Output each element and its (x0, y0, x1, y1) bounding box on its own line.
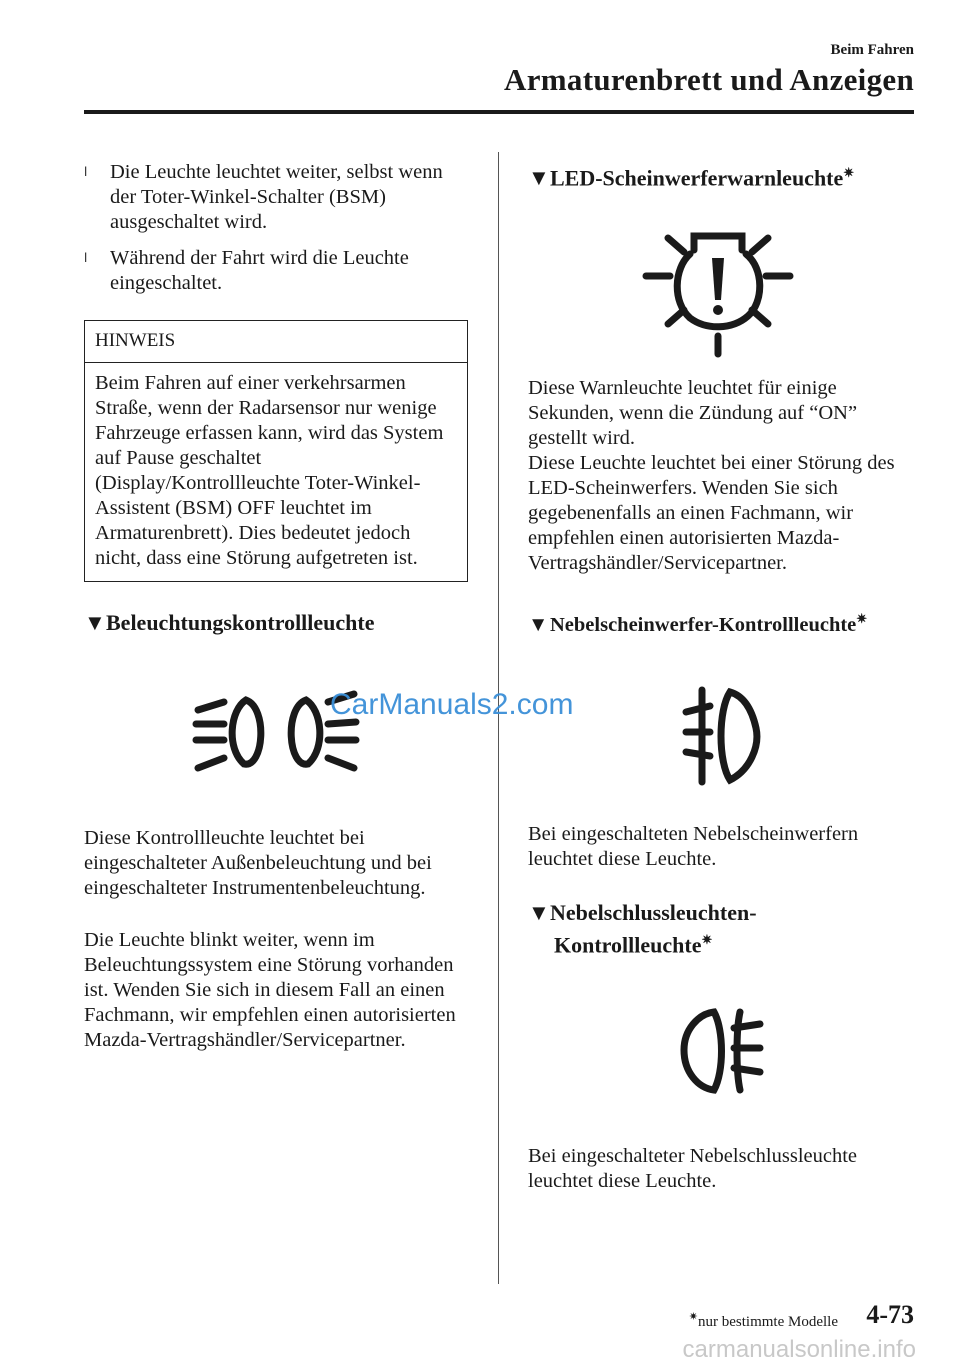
footer-note-text: nur bestimmte Modelle (698, 1314, 838, 1330)
note-title: HINWEIS (85, 321, 467, 363)
header-rule (84, 110, 914, 114)
heading-text: Kontrollleuchte (554, 932, 702, 958)
heading-text: Beleuchtungskontrollleuchte (106, 610, 375, 635)
paragraph: Diese Kontrollleuchte leuchtet bei eingeschalteter Außenbeleuchtung und bei eingeschalteter Instrumentenbeleuchtung. (84, 827, 432, 899)
heading-text: LED-Scheinwerferwarnleuchte (550, 165, 844, 191)
section-heading (84, 610, 375, 636)
triangle-marker: ▼ (528, 900, 550, 925)
paragraph: Die Leuchte blinkt weiter, wenn im Beleuchtungssystem eine Störung vorhanden ist. Wenden Sie sich in diesem Fall an einen Fachmann, wir empfehlen einen autorisierten Mazda-Vertragshändler/Servicepartner. (84, 929, 456, 1051)
paragraph: Bei eingeschalteter Nebelschlussleuchte leuchtet diese Leuchte. (528, 1145, 858, 1192)
section-label: Beim Fahren (830, 42, 914, 58)
heading-text: Nebelschlussleuchten- (550, 900, 757, 925)
section-heading (528, 900, 757, 926)
page-title: Armaturenbrett und Anzeigen (504, 62, 914, 97)
triangle-marker: ▼ (528, 613, 549, 636)
asterisk-mark: ✷ (688, 1311, 699, 1323)
bullet-symbol: l (84, 165, 88, 179)
page-number: 4-73 (866, 1300, 914, 1329)
triangle-marker: ▼ (528, 165, 550, 191)
asterisk-mark: ✷ (856, 611, 868, 626)
paragraph: Bei eingeschalteten Nebelscheinwerfern leuchtet diese Leuchte. (528, 823, 859, 870)
footer-note (689, 1310, 838, 1331)
triangle-marker: ▼ (84, 610, 106, 635)
bullet-text: Die Leuchte leuchtet weiter, selbst wenn der Toter-Winkel-Schalter (BSM) ausgeschaltet wird. (110, 161, 443, 233)
rear-fog-light-icon (678, 1006, 768, 1096)
note-box (84, 320, 468, 582)
led-headlight-warning-icon (640, 212, 796, 358)
watermark: CarManuals2.com (330, 688, 574, 721)
footer-site-watermark: carmanualsonline.info (682, 1336, 916, 1363)
section-heading (528, 606, 867, 638)
heading-text: Nebelscheinwerfer-Kontrollleuchte (550, 613, 857, 636)
asterisk-mark: ✷ (843, 165, 855, 180)
bullet-text: Während der Fahrt wird die Leuchte eingeschaltet. (110, 247, 409, 294)
front-fog-light-icon (680, 684, 762, 788)
paragraph: Diese Warnleuchte leuchtet für einige Sekunden, wenn die Zündung auf “ON” gestellt wird. Diese Leuchte leuchtet bei einer Störung des LED-Scheinwerfers. Wenden Sie sich gegebenenfalls an einen Fachmann, wir empfehlen einen autorisierten Mazda-Vertragshändler/Servicepartner. (528, 377, 895, 574)
asterisk-mark: ✷ (701, 932, 713, 947)
section-heading (528, 160, 854, 191)
bullet-symbol: l (84, 251, 88, 265)
note-body: Beim Fahren auf einer verkehrsarmen Straße, wenn der Radarsensor nur wenige Fahrzeuge erfassen kann, wird das System auf Pause geschaltet (Display/Kontrollleuchte Toter-Winkel-Assistent (BSM) OFF leuchtet im Armaturenbrett). Dies bedeutet jedoch nicht, dass eine Störung aufgetreten ist. (95, 372, 444, 569)
section-heading-continued (554, 927, 712, 958)
